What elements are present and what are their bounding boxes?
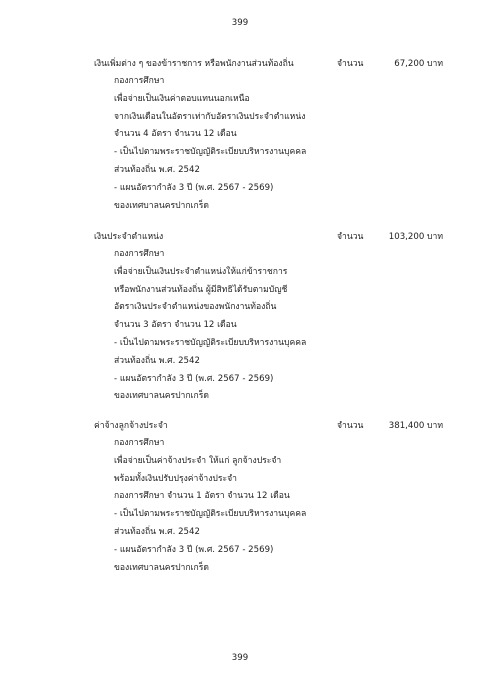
description-line: หรือพนักงานส่วนท้องถิ่น ผู้มีสิทธิได้รับตามบัญชี — [114, 284, 288, 295]
description-line: ส่วนท้องถิ่น พ.ศ. 2542 — [114, 526, 200, 537]
description-line: - เป็นไปตามพระราชบัญญัติระเบียบบริหารงานบุคคล — [114, 509, 307, 520]
item-unit-label: จำนวน — [337, 421, 364, 431]
description-line: จำนวน 4 อัตรา จำนวน 12 เดือน — [114, 129, 237, 140]
item-description — [114, 248, 306, 408]
description-line: ส่วนท้องถิ่น พ.ศ. 2542 — [114, 355, 200, 366]
page-number-top: 399 — [231, 18, 249, 28]
item-unit-label: จำนวน — [337, 59, 364, 69]
description-line: - แผนอัตรากำลัง 3 ปี (พ.ศ. 2567 - 2569) — [114, 182, 274, 193]
page-number-bottom: 399 — [231, 653, 249, 663]
description-line: กองการศึกษา จำนวน 1 อัตรา จำนวน 12 เดือน — [114, 491, 290, 502]
item-heading: เงินประจำตำแหน่ง — [94, 232, 164, 242]
description-line: เพื่อจ่ายเป็นเงินค่าตอบแทนนอกเหนือ — [114, 93, 250, 104]
item-amount: 103,200 บาท — [388, 232, 443, 242]
description-line: กองการศึกษา — [114, 438, 165, 448]
item-unit-label: จำนวน — [337, 232, 364, 242]
description-line: กองการศึกษา — [114, 249, 165, 259]
item-heading: ค่าจ้างลูกจ้างประจำ — [94, 421, 168, 431]
description-line: - แผนอัตรากำลัง 3 ปี (พ.ศ. 2567 - 2569) — [114, 544, 274, 555]
description-line: ของเทศบาลนครปากเกร็ด — [114, 391, 209, 402]
description-line: ของเทศบาลนครปากเกร็ด — [114, 562, 209, 573]
description-line: จำนวน 3 อัตรา จำนวน 12 เดือน — [114, 320, 237, 331]
item-heading: เงินเพิ่มต่าง ๆ ของข้าราชการ หรือพนักงานส่วนท้องถิ่น — [94, 59, 294, 69]
item-description — [114, 75, 306, 217]
description-line: กองการศึกษา — [114, 76, 165, 86]
description-line: ส่วนท้องถิ่น พ.ศ. 2542 — [114, 164, 200, 175]
description-line: จากเงินเดือนในอัตราเท่ากับอัตราเงินประจำตำแหน่ง — [114, 111, 306, 122]
description-line: ของเทศบาลนครปากเกร็ด — [114, 200, 209, 211]
description-line: อัตราเงินประจำตำแหน่งของพนักงานท้องถิ่น — [114, 302, 277, 313]
description-line: - เป็นไปตามพระราชบัญญัติระเบียบบริหารงานบุคคล — [114, 337, 307, 348]
description-line: - เป็นไปตามพระราชบัญญัติระเบียบบริหารงานบุคคล — [114, 147, 307, 158]
description-line: เพื่อจ่ายเป็นเงินประจำตำแหน่งให้แก่ข้าราชการ — [114, 266, 288, 277]
description-line: เพื่อจ่ายเป็นค่าจ้างประจำ ให้แก่ ลูกจ้างประจำ — [114, 455, 282, 466]
item-description — [114, 437, 306, 579]
item-amount: 67,200 บาท — [394, 59, 443, 69]
description-line: - แผนอัตรากำลัง 3 ปี (พ.ศ. 2567 - 2569) — [114, 373, 274, 384]
item-amount: 381,400 บาท — [388, 421, 443, 431]
description-line: พร้อมทั้งเงินปรับปรุงค่าจ้างประจำ — [114, 473, 237, 484]
